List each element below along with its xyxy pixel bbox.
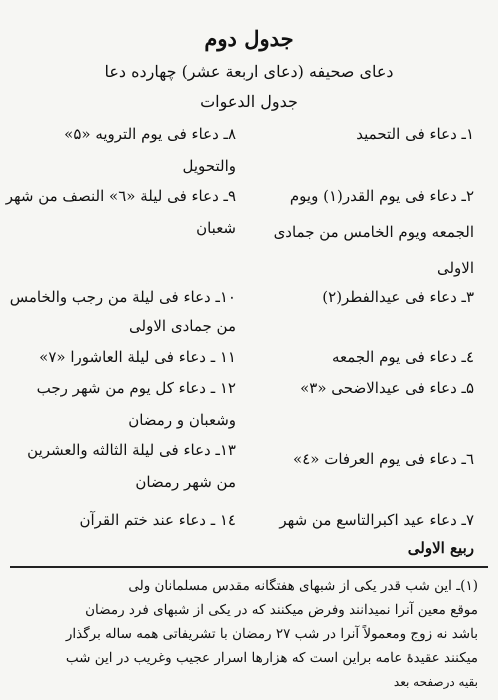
prayer-entry: ۹ـ دعاء فی لیلة «٦» النصف من شهر [5,187,236,205]
prayer-entry-continuation: من جمادی الاولی [129,317,236,335]
footnote-line: باشد نه زوج ومعمولاً آنرا در شب ۲۷ رمضان با تشریفاتی همه ساله برگذار [65,626,478,642]
prayer-entry: ۷ـ دعاء عید اکبرالتاسع من شهر [279,511,474,529]
prayer-entry: ۱۲ ـ دعاء کل یوم من شهر رجب [36,379,236,397]
footnote-divider [10,566,488,568]
prayer-entry: ۸ـ دعاء فی یوم الترویه «۵» [64,125,236,143]
prayer-entry-continuation: شعبان [196,219,236,237]
prayer-entry: ۱ـ دعاء فی التحمید [356,125,474,143]
prayer-entry: ۱۳ـ دعاء فی لیلة الثالثه والعشرین [27,441,236,459]
footnote-line: میکنند عقیدهٔ عامه براین است که هزارها اسرار عجیب وغریب در این شب [65,650,478,666]
prayer-entry-continuation: وشعبان و رمضان [128,411,236,429]
prayer-entry-continuation: من شهر رمضان [135,473,236,491]
prayer-entry: ٤ـ دعاء فی یوم الجمعه [331,348,474,366]
prayer-entry: ۳ـ دعاء فی عیدالفطر(۲) [322,288,474,306]
prayer-entry: ۱٤ ـ دعاء عند ختم القرآن [79,511,236,529]
prayer-entry-continuation: الجمعه ویوم الخامس من جمادی [273,223,474,241]
prayer-entry: ۵ـ دعاء فی عیدالاضحی «۳» [300,379,474,397]
prayer-entry: ۱۰ـ دعاء فی لیلة من رجب والخامس [9,288,236,306]
page-subtitle: دعای صحیفه (دعای اربعة عشر) چهارده دعا [104,62,394,81]
continued-note: بقیه درصفحه بعد [393,675,478,689]
page-title: جدول دوم [204,26,294,51]
prayer-entry-continuation: ربیع الاولی [407,539,474,557]
prayer-entry-continuation: الاولی [436,259,474,277]
prayer-entry: ۱۱ ـ دعاء فی لیلة العاشورا «۷» [39,348,236,366]
footnote-line: موقع معین آنرا نمیدانند وفرض میکنند که در یکی از شبهای فرد رمضان [85,602,478,618]
prayer-entry: ۲ـ دعاء فی یوم القدر(۱) ویوم [289,187,474,205]
table-heading: جدول الدعوات [200,92,298,111]
footnote-line: (۱)ـ این شب قدر یکی از شبهای هفتگانه مقدس مسلمانان ولی [128,578,478,594]
prayer-entry: ٦ـ دعاء فی یوم العرفات «٤» [293,450,474,468]
prayer-entry-continuation: والتحویل [182,157,236,175]
